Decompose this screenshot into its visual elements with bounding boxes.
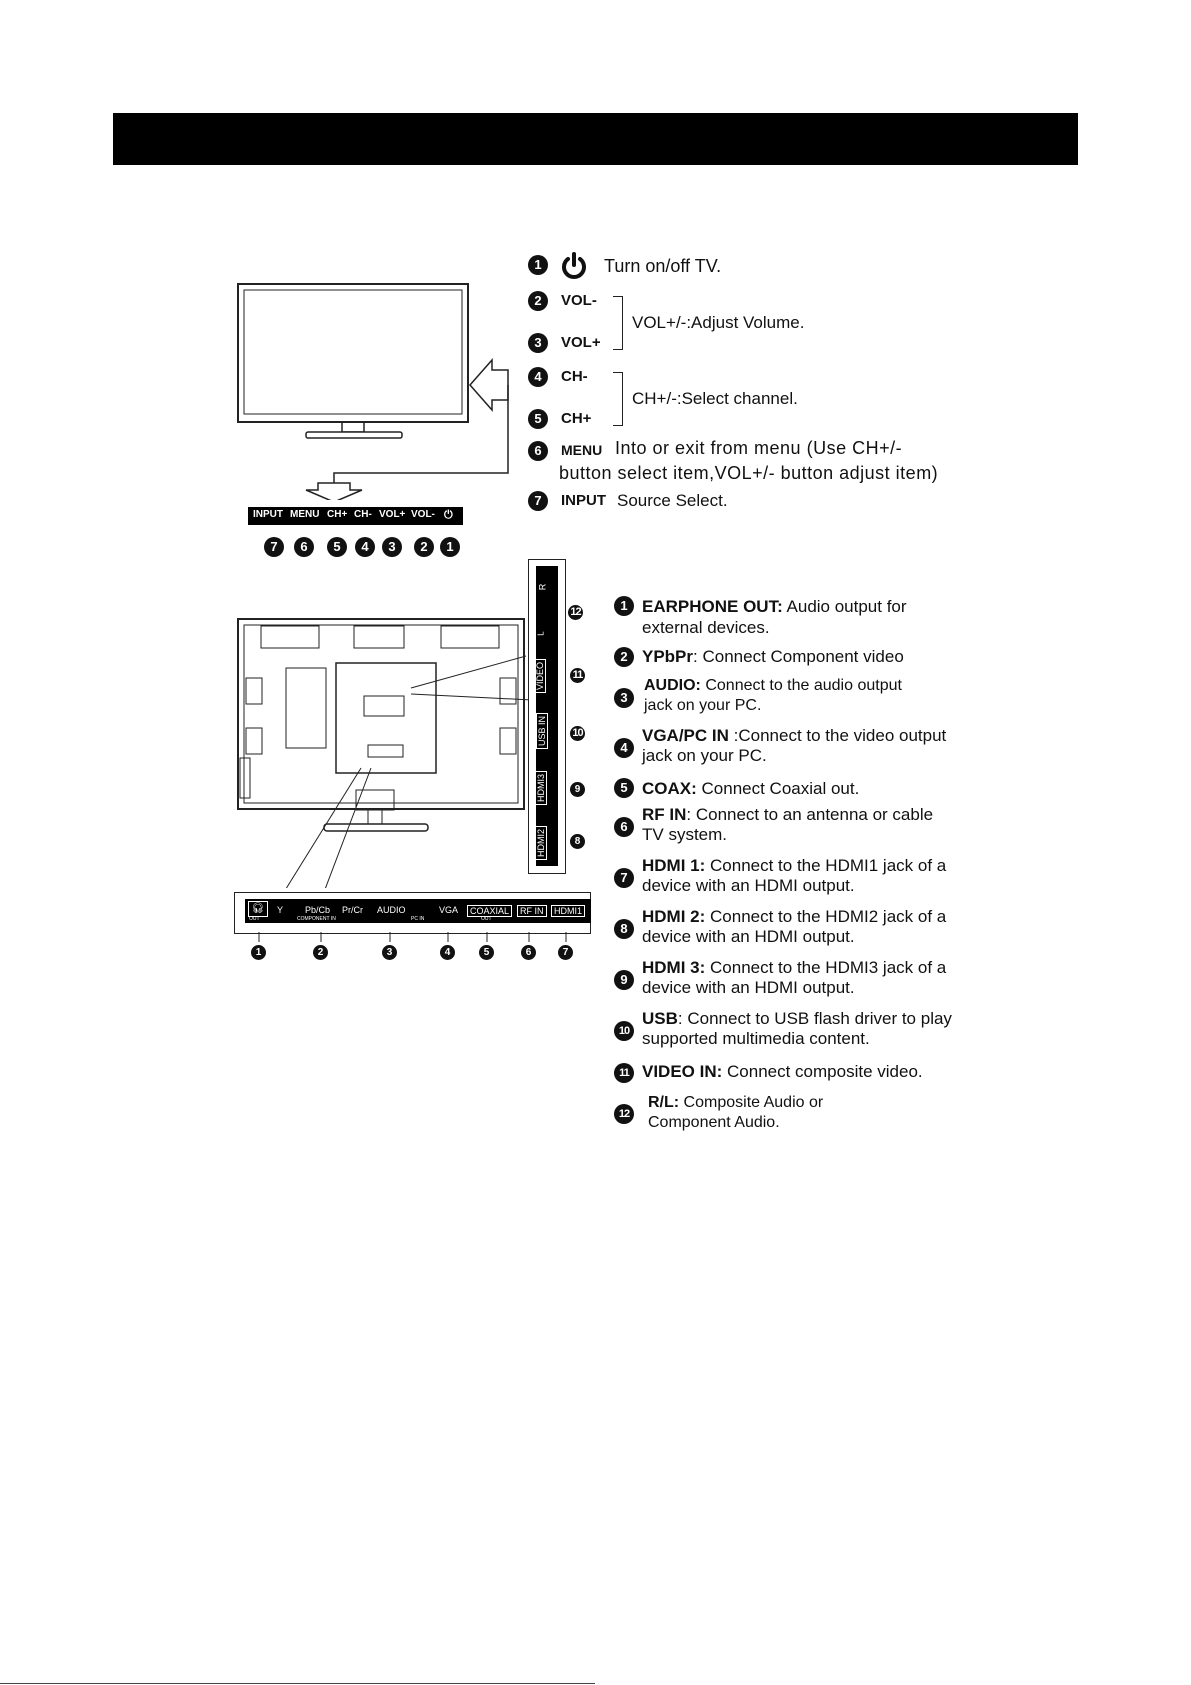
callout-number: 1: [251, 945, 266, 960]
callout-number: 1: [440, 537, 460, 557]
callout-number: 6: [294, 537, 314, 557]
button-label-ch-minus: CH-: [354, 509, 372, 520]
tv-rear-illustration: [236, 558, 576, 888]
footer-rule: [0, 1683, 595, 1684]
menu-desc-line1: Into or exit from menu (Use CH+/-: [615, 438, 903, 458]
desc-video-in: VIDEO IN: Connect composite video.: [642, 1062, 923, 1081]
vol-desc: VOL+/-:Adjust Volume.: [632, 313, 805, 332]
desc-earphone-out: EARPHONE OUT: Audio output for external devices.: [642, 597, 907, 637]
callout-number: 5: [528, 409, 548, 429]
side-label-r: R: [537, 583, 548, 591]
desc-hdmi2: HDMI 2: Connect to the HDMI2 jack of a device with an HDMI output.: [642, 907, 947, 946]
callout-number: 3: [382, 945, 397, 960]
port-label-rf-in: RF IN: [517, 905, 547, 917]
button-label-ch-plus: CH+: [327, 509, 348, 520]
tv-button-bar: [248, 507, 463, 525]
callout-number: 10: [570, 726, 585, 741]
button-label-vol-plus: VOL+: [379, 509, 406, 520]
desc-coax: COAX: Connect Coaxial out.: [642, 779, 860, 798]
port-sublabel-coax-out: OUT: [481, 916, 492, 922]
callout-number: 7: [558, 945, 573, 960]
input-label: INPUT: [561, 492, 606, 509]
callout-number: 3: [382, 537, 402, 557]
ch-desc: CH+/-:Select channel.: [632, 389, 798, 408]
callout-number: 1: [614, 596, 634, 616]
callout-number: 4: [614, 738, 634, 758]
callout-number: 4: [440, 945, 455, 960]
input-desc: Source Select.: [617, 491, 728, 510]
desc-vga-pc-in: VGA/PC IN :Connect to the video output jack on your PC.: [642, 726, 947, 765]
side-label-usb-in: USB IN: [536, 713, 548, 749]
ch-plus-label: CH+: [561, 410, 592, 427]
port-label-y: Y: [277, 905, 284, 915]
button-label-menu: MENU: [290, 509, 320, 520]
callout-number: 2: [313, 945, 328, 960]
port-label-vga: VGA: [439, 905, 459, 915]
port-label-coaxial: COAXIAL: [467, 905, 512, 917]
callout-number: 3: [528, 333, 548, 353]
port-label-audio: AUDIO: [377, 905, 406, 915]
callout-number: 5: [479, 945, 494, 960]
desc-hdmi1: HDMI 1: Connect to the HDMI1 jack of a device with an HDMI output.: [642, 856, 947, 895]
callout-number: 2: [614, 647, 634, 667]
ch-bracket: [613, 372, 623, 426]
side-label-l: L: [536, 631, 546, 636]
port-label-prcr: Pr/Cr: [342, 905, 363, 915]
bottom-connector-panel: [234, 892, 591, 934]
callout-number: 12: [614, 1104, 634, 1124]
callout-number: 9: [614, 970, 634, 990]
callout-number: 8: [570, 834, 585, 849]
callout-number: 4: [528, 367, 548, 387]
menu-desc-line2: button select item,VOL+/- button adjust item): [559, 463, 939, 483]
port-sublabel-pc-in: PC IN: [411, 916, 425, 922]
vol-bracket: [613, 296, 623, 350]
desc-audio: AUDIO: Connect to the audio output jack on your PC.: [644, 677, 902, 714]
desc-usb: USB: Connect to USB flash driver to play supported multimedia content.: [642, 1009, 952, 1048]
tv-front-illustration: [230, 280, 520, 500]
callout-number: 9: [570, 782, 585, 797]
callout-number: 7: [528, 491, 548, 511]
ch-minus-label: CH-: [561, 368, 588, 385]
callout-number: 6: [614, 817, 634, 837]
callout-number: 11: [614, 1063, 634, 1083]
vol-minus-label: VOL-: [561, 292, 597, 309]
side-label-hdmi2: HDMI2: [535, 826, 547, 860]
callout-number: 4: [355, 537, 375, 557]
callout-number: 12: [568, 605, 583, 620]
callout-number: 5: [614, 778, 634, 798]
header-bar: [113, 113, 1078, 165]
side-label-hdmi3: HDMI3: [535, 771, 547, 805]
callout-number: 7: [264, 537, 284, 557]
vol-plus-label: VOL+: [561, 334, 601, 351]
callout-number: 6: [521, 945, 536, 960]
desc-hdmi3: HDMI 3: Connect to the HDMI3 jack of a device with an HDMI output.: [642, 958, 947, 997]
callout-number: 11: [570, 668, 585, 683]
side-label-video: VIDEO: [534, 659, 546, 693]
power-icon: ⏻: [444, 509, 453, 521]
desc-rf-in: RF IN: Connect to an antenna or cable TV system.: [642, 805, 934, 844]
power-desc: Turn on/off TV.: [604, 256, 722, 276]
port-label-hdmi1: HDMI1: [551, 905, 585, 917]
port-label-pbcb: Pb/Cb: [305, 905, 331, 915]
headphone-icon: 🎧︎: [248, 901, 268, 917]
callout-number: 7: [614, 868, 634, 888]
button-label-input: INPUT: [253, 509, 283, 520]
callout-number: 8: [614, 919, 634, 939]
callout-number: 2: [528, 291, 548, 311]
callout-number: 1: [528, 255, 548, 275]
callout-number: 6: [528, 441, 548, 461]
callout-number: 10: [614, 1021, 634, 1041]
callout-number: 5: [327, 537, 347, 557]
menu-label: MENU: [561, 442, 603, 458]
button-label-vol-minus: VOL-: [411, 509, 435, 520]
bottom-callout-lines: [234, 932, 594, 954]
desc-ypbpr: YPbPr: Connect Component video: [642, 647, 904, 666]
power-icon: [560, 251, 588, 279]
callout-number: 3: [614, 688, 634, 708]
port-sublabel-component: COMPONENT IN: [297, 916, 336, 922]
desc-rl: R/L: Composite Audio or Component Audio.: [648, 1094, 824, 1131]
port-sublabel-out: OUT: [249, 916, 260, 922]
callout-number: 2: [414, 537, 434, 557]
